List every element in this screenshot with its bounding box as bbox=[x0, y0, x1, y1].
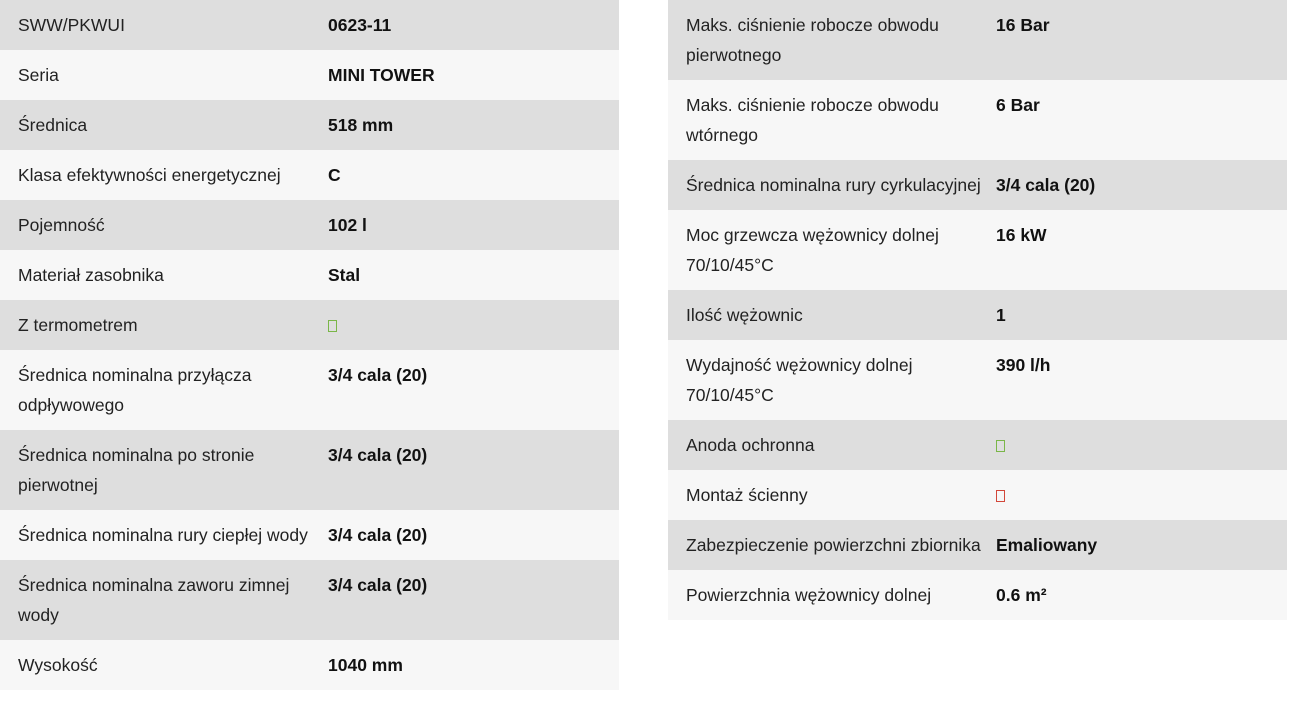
spec-value: 3/4 cala (20) bbox=[328, 365, 428, 385]
spec-table-left bbox=[0, 0, 619, 690]
spec-row-material bbox=[0, 250, 619, 300]
spec-value: MINI TOWER bbox=[328, 65, 435, 85]
spec-row-wall-mount bbox=[668, 470, 1287, 520]
check-icon bbox=[328, 320, 337, 332]
spec-value: 16 Bar bbox=[996, 15, 1050, 35]
spec-row-coil-power bbox=[668, 210, 1287, 290]
spec-label: Średnica nominalna zaworu zimnej wody bbox=[18, 575, 290, 625]
spec-row-hot-water-diameter bbox=[0, 510, 619, 560]
spec-label: Maks. ciśnienie robocze obwodu wtórnego bbox=[686, 95, 939, 145]
spec-value: 3/4 cala (20) bbox=[996, 175, 1096, 195]
spec-row-capacity bbox=[0, 200, 619, 250]
spec-row-primary-pressure bbox=[668, 0, 1287, 80]
spec-label: Powierzchnia wężownicy dolnej bbox=[686, 585, 932, 605]
spec-value: 1040 mm bbox=[328, 655, 403, 675]
spec-table-right bbox=[668, 0, 1287, 620]
cross-icon bbox=[996, 490, 1005, 502]
spec-label: Średnica bbox=[18, 115, 88, 135]
spec-label: Anoda ochronna bbox=[686, 435, 815, 455]
spec-label: SWW/PKWUI bbox=[18, 15, 125, 35]
spec-value: 0.6 m² bbox=[996, 585, 1047, 605]
spec-row-coil-count bbox=[668, 290, 1287, 340]
spec-value: 102 l bbox=[328, 215, 367, 235]
spec-row-energy-class bbox=[0, 150, 619, 200]
spec-value: 3/4 cala (20) bbox=[328, 525, 428, 545]
spec-value: 3/4 cala (20) bbox=[328, 575, 428, 595]
spec-row-sww bbox=[0, 0, 619, 50]
spec-value: 518 mm bbox=[328, 115, 394, 135]
spec-label: Seria bbox=[18, 65, 59, 85]
spec-value: Stal bbox=[328, 265, 361, 285]
spec-row-primary-diameter bbox=[0, 430, 619, 510]
spec-label: Montaż ścienny bbox=[686, 485, 808, 505]
spec-row-secondary-pressure bbox=[668, 80, 1287, 160]
spec-label: Ilość wężownic bbox=[686, 305, 803, 325]
spec-label: Średnica nominalna przyłącza odpływowego bbox=[18, 365, 252, 415]
spec-row-thermometer bbox=[0, 300, 619, 350]
spec-row-series bbox=[0, 50, 619, 100]
check-icon bbox=[996, 440, 1005, 452]
spec-value bbox=[328, 310, 619, 340]
spec-row-anode bbox=[668, 420, 1287, 470]
spec-label: Pojemność bbox=[18, 215, 105, 235]
spec-row-height bbox=[0, 640, 619, 690]
spec-value: 0623-11 bbox=[328, 15, 392, 35]
spec-row-circulation-diameter bbox=[668, 160, 1287, 210]
spec-value: 1 bbox=[996, 305, 1006, 325]
spec-label: Moc grzewcza wężownicy dolnej 70/10/45°C bbox=[686, 225, 939, 275]
spec-value: 16 kW bbox=[996, 225, 1047, 245]
spec-value bbox=[996, 480, 1287, 510]
spec-label: Wysokość bbox=[18, 655, 98, 675]
spec-value: C bbox=[328, 165, 341, 185]
spec-row-diameter bbox=[0, 100, 619, 150]
spec-label: Materiał zasobnika bbox=[18, 265, 164, 285]
spec-value: Emaliowany bbox=[996, 535, 1098, 555]
spec-label: Średnica nominalna rury ciepłej wody bbox=[18, 525, 308, 545]
spec-label: Klasa efektywności energetycznej bbox=[18, 165, 281, 185]
spec-label: Średnica nominalna po stronie pierwotnej bbox=[18, 445, 255, 495]
spec-label: Zabezpieczenie powierzchni zbiornika bbox=[686, 535, 981, 555]
spec-row-coil-surface bbox=[668, 570, 1287, 620]
spec-label: Maks. ciśnienie robocze obwodu pierwotnego bbox=[686, 15, 939, 65]
spec-label: Średnica nominalna rury cyrkulacyjnej bbox=[686, 175, 981, 195]
spec-row-surface-protection bbox=[668, 520, 1287, 570]
spec-value: 390 l/h bbox=[996, 355, 1051, 375]
spec-value bbox=[996, 430, 1287, 460]
spec-row-coil-flow bbox=[668, 340, 1287, 420]
spec-row-drain-diameter bbox=[0, 350, 619, 430]
spec-label: Wydajność wężownicy dolnej 70/10/45°C bbox=[686, 355, 913, 405]
spec-value: 6 Bar bbox=[996, 95, 1040, 115]
spec-value: 3/4 cala (20) bbox=[328, 445, 428, 465]
spec-label: Z termometrem bbox=[18, 315, 138, 335]
spec-row-cold-valve-diameter bbox=[0, 560, 619, 640]
